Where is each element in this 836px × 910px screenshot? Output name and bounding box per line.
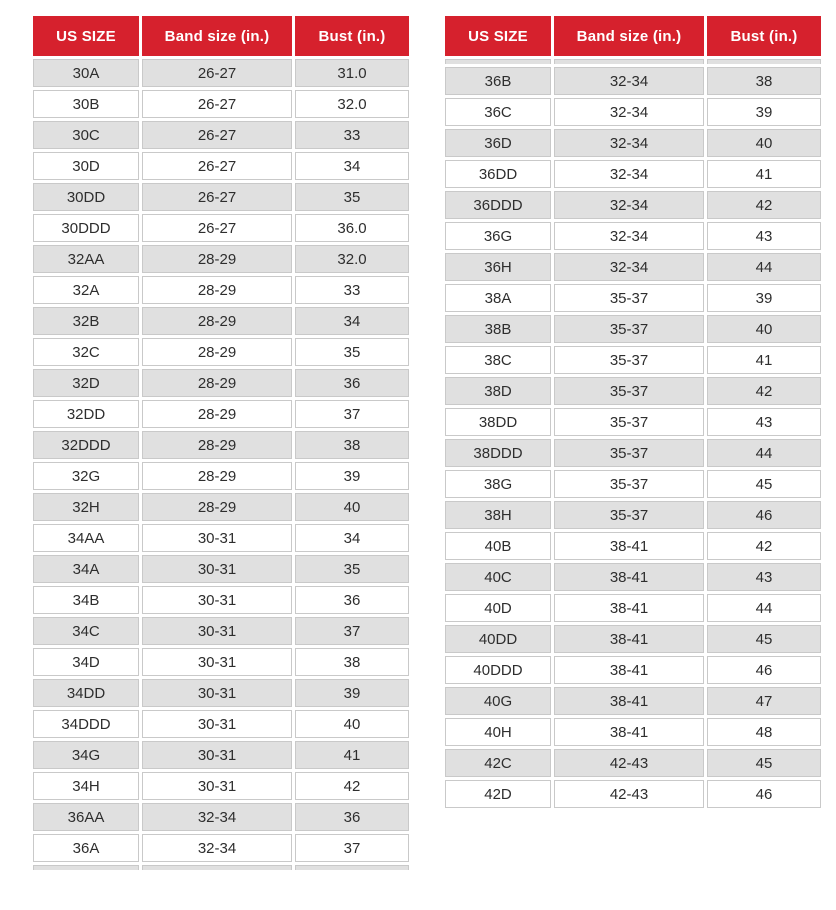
band-size-cell: 30-31 <box>142 710 292 738</box>
table-row <box>445 718 821 746</box>
bust-cell: 35 <box>295 338 409 366</box>
table-row <box>33 493 409 521</box>
us-size-cell: 36AA <box>33 803 139 831</box>
bust-cell: 40 <box>707 315 821 343</box>
table-row <box>33 214 409 242</box>
table-row <box>33 710 409 738</box>
us-size-cell: 32AA <box>33 245 139 273</box>
band-size-cell: 38-41 <box>554 718 704 746</box>
bra-size-table-right <box>442 13 824 811</box>
bust-cell: 44 <box>707 594 821 622</box>
bust-cell: 47 <box>707 687 821 715</box>
table-row <box>33 90 409 118</box>
us-size-cell: 34DDD <box>33 710 139 738</box>
us-size-cell: 38DDD <box>445 439 551 467</box>
table-row <box>33 772 409 800</box>
us-size-cell: 36G <box>445 222 551 250</box>
table-row <box>33 307 409 335</box>
table-row <box>445 439 821 467</box>
band-size-cell: 32-34 <box>554 191 704 219</box>
bust-cell: 41 <box>707 346 821 374</box>
band-size-cell: 35-37 <box>554 501 704 529</box>
table-row <box>445 532 821 560</box>
us-size-cell: 36DDD <box>445 191 551 219</box>
bust-cell: 34 <box>295 152 409 180</box>
bust-cell: 43 <box>707 563 821 591</box>
table-row <box>33 183 409 211</box>
column-header-band-size: Band size (in.) <box>142 16 292 56</box>
band-size-cell: 35-37 <box>554 284 704 312</box>
us-size-cell: 38H <box>445 501 551 529</box>
us-size-cell: 30B <box>33 90 139 118</box>
band-size-cell: 32-34 <box>554 253 704 281</box>
clipped-partial-cell <box>707 59 821 64</box>
bust-cell: 39 <box>295 462 409 490</box>
table-row <box>33 338 409 366</box>
us-size-cell: 32B <box>33 307 139 335</box>
column-header-us-size: US SIZE <box>33 16 139 56</box>
bust-cell: 37 <box>295 400 409 428</box>
table-row <box>445 346 821 374</box>
table-row <box>445 284 821 312</box>
band-size-cell: 28-29 <box>142 400 292 428</box>
bust-cell: 33 <box>295 121 409 149</box>
bust-cell: 39 <box>707 284 821 312</box>
us-size-cell: 38G <box>445 470 551 498</box>
band-size-cell: 30-31 <box>142 586 292 614</box>
us-size-cell: 42C <box>445 749 551 777</box>
bust-cell: 35 <box>295 183 409 211</box>
us-size-cell: 36D <box>445 129 551 157</box>
us-size-cell: 30A <box>33 59 139 87</box>
band-size-cell: 30-31 <box>142 555 292 583</box>
us-size-cell: 32D <box>33 369 139 397</box>
table-row <box>445 780 821 808</box>
table-row <box>33 741 409 769</box>
us-size-cell: 34D <box>33 648 139 676</box>
band-size-cell: 30-31 <box>142 648 292 676</box>
us-size-cell: 36C <box>445 98 551 126</box>
table-row <box>33 834 409 862</box>
table-row <box>33 803 409 831</box>
us-size-cell: 42D <box>445 780 551 808</box>
band-size-cell: 35-37 <box>554 315 704 343</box>
band-size-cell: 38-41 <box>554 563 704 591</box>
bust-cell: 42 <box>707 191 821 219</box>
band-size-cell: 30-31 <box>142 679 292 707</box>
band-size-cell: 38-41 <box>554 625 704 653</box>
band-size-cell: 32-34 <box>142 803 292 831</box>
bust-cell: 39 <box>707 98 821 126</box>
bust-cell: 44 <box>707 253 821 281</box>
table-row <box>445 656 821 684</box>
bust-cell: 36 <box>295 369 409 397</box>
clipped-partial-cell <box>142 865 292 870</box>
band-size-cell: 30-31 <box>142 741 292 769</box>
us-size-cell: 38DD <box>445 408 551 436</box>
band-size-cell: 32-34 <box>554 222 704 250</box>
bust-cell: 33 <box>295 276 409 304</box>
band-size-cell: 32-34 <box>554 129 704 157</box>
us-size-cell: 40B <box>445 532 551 560</box>
table-row <box>445 470 821 498</box>
bust-cell: 42 <box>707 377 821 405</box>
table-row <box>445 98 821 126</box>
bust-cell: 48 <box>707 718 821 746</box>
table-row <box>33 369 409 397</box>
band-size-cell: 32-34 <box>554 160 704 188</box>
bust-cell: 39 <box>295 679 409 707</box>
band-size-cell: 30-31 <box>142 617 292 645</box>
column-header-band-size: Band size (in.) <box>554 16 704 56</box>
table-row <box>33 276 409 304</box>
table-row <box>445 625 821 653</box>
table-row <box>445 222 821 250</box>
table-row <box>33 586 409 614</box>
us-size-cell: 34G <box>33 741 139 769</box>
table-row <box>445 408 821 436</box>
bust-cell: 38 <box>295 648 409 676</box>
band-size-cell: 32-34 <box>554 67 704 95</box>
table-row <box>33 617 409 645</box>
bust-cell: 38 <box>295 431 409 459</box>
band-size-cell: 28-29 <box>142 431 292 459</box>
table-row <box>33 555 409 583</box>
band-size-cell: 42-43 <box>554 780 704 808</box>
table-row <box>445 191 821 219</box>
band-size-cell: 28-29 <box>142 276 292 304</box>
clipped-partial-cell <box>445 59 551 64</box>
band-size-cell: 30-31 <box>142 524 292 552</box>
us-size-cell: 36B <box>445 67 551 95</box>
bra-size-table-left <box>30 13 412 873</box>
table-row <box>445 594 821 622</box>
band-size-cell: 35-37 <box>554 377 704 405</box>
table-row <box>445 67 821 95</box>
us-size-cell: 38D <box>445 377 551 405</box>
us-size-cell: 32DD <box>33 400 139 428</box>
band-size-cell: 26-27 <box>142 121 292 149</box>
us-size-cell: 34C <box>33 617 139 645</box>
bust-cell: 37 <box>295 834 409 862</box>
bust-cell: 36.0 <box>295 214 409 242</box>
clipped-partial-row <box>33 865 409 870</box>
header-row <box>445 16 821 56</box>
bust-cell: 41 <box>295 741 409 769</box>
us-size-cell: 40D <box>445 594 551 622</box>
column-header-us-size: US SIZE <box>445 16 551 56</box>
band-size-cell: 35-37 <box>554 346 704 374</box>
band-size-cell: 28-29 <box>142 245 292 273</box>
us-size-cell: 34DD <box>33 679 139 707</box>
band-size-cell: 32-34 <box>142 834 292 862</box>
band-size-cell: 35-37 <box>554 439 704 467</box>
band-size-cell: 26-27 <box>142 90 292 118</box>
table-row <box>445 377 821 405</box>
table-row <box>33 462 409 490</box>
us-size-cell: 36A <box>33 834 139 862</box>
us-size-cell: 38B <box>445 315 551 343</box>
table-row <box>33 245 409 273</box>
us-size-cell: 32G <box>33 462 139 490</box>
clipped-partial-cell <box>33 865 139 870</box>
clipped-partial-cell <box>295 865 409 870</box>
band-size-cell: 30-31 <box>142 772 292 800</box>
band-size-cell: 32-34 <box>554 98 704 126</box>
us-size-cell: 38A <box>445 284 551 312</box>
bust-cell: 44 <box>707 439 821 467</box>
bust-cell: 45 <box>707 749 821 777</box>
table-row <box>445 160 821 188</box>
us-size-cell: 32DDD <box>33 431 139 459</box>
bust-cell: 45 <box>707 470 821 498</box>
us-size-cell: 30D <box>33 152 139 180</box>
band-size-cell: 42-43 <box>554 749 704 777</box>
us-size-cell: 32A <box>33 276 139 304</box>
us-size-cell: 32H <box>33 493 139 521</box>
table-row <box>33 431 409 459</box>
clipped-partial-cell <box>554 59 704 64</box>
band-size-cell: 26-27 <box>142 152 292 180</box>
us-size-cell: 30DD <box>33 183 139 211</box>
band-size-cell: 26-27 <box>142 214 292 242</box>
table-row <box>445 253 821 281</box>
bust-cell: 42 <box>295 772 409 800</box>
us-size-cell: 40DDD <box>445 656 551 684</box>
bust-cell: 32.0 <box>295 90 409 118</box>
table-row <box>445 501 821 529</box>
bust-cell: 40 <box>707 129 821 157</box>
bust-cell: 43 <box>707 222 821 250</box>
us-size-cell: 34B <box>33 586 139 614</box>
table-row <box>445 563 821 591</box>
band-size-cell: 28-29 <box>142 369 292 397</box>
table-row <box>445 315 821 343</box>
bust-cell: 40 <box>295 710 409 738</box>
bust-cell: 35 <box>295 555 409 583</box>
bust-cell: 37 <box>295 617 409 645</box>
table-row <box>33 152 409 180</box>
bust-cell: 36 <box>295 803 409 831</box>
bust-cell: 45 <box>707 625 821 653</box>
bust-cell: 34 <box>295 307 409 335</box>
us-size-cell: 40H <box>445 718 551 746</box>
bust-cell: 42 <box>707 532 821 560</box>
band-size-cell: 38-41 <box>554 594 704 622</box>
band-size-cell: 38-41 <box>554 656 704 684</box>
header-row <box>33 16 409 56</box>
table-row <box>33 400 409 428</box>
us-size-cell: 30C <box>33 121 139 149</box>
band-size-cell: 28-29 <box>142 307 292 335</box>
band-size-cell: 26-27 <box>142 183 292 211</box>
band-size-cell: 28-29 <box>142 338 292 366</box>
us-size-cell: 30DDD <box>33 214 139 242</box>
band-size-cell: 28-29 <box>142 462 292 490</box>
column-header-bust: Bust (in.) <box>707 16 821 56</box>
table-row <box>33 59 409 87</box>
us-size-cell: 34A <box>33 555 139 583</box>
table-row <box>33 524 409 552</box>
table-row <box>33 679 409 707</box>
band-size-cell: 26-27 <box>142 59 292 87</box>
us-size-cell: 38C <box>445 346 551 374</box>
band-size-cell: 28-29 <box>142 493 292 521</box>
us-size-cell: 32C <box>33 338 139 366</box>
table-row <box>445 129 821 157</box>
table-row <box>33 648 409 676</box>
bust-cell: 32.0 <box>295 245 409 273</box>
band-size-cell: 35-37 <box>554 408 704 436</box>
bust-cell: 46 <box>707 501 821 529</box>
us-size-cell: 36DD <box>445 160 551 188</box>
us-size-cell: 34H <box>33 772 139 800</box>
table-row <box>445 687 821 715</box>
band-size-cell: 38-41 <box>554 532 704 560</box>
us-size-cell: 40G <box>445 687 551 715</box>
table-row <box>33 121 409 149</box>
bust-cell: 38 <box>707 67 821 95</box>
bust-cell: 41 <box>707 160 821 188</box>
us-size-cell: 40C <box>445 563 551 591</box>
bust-cell: 46 <box>707 656 821 684</box>
clipped-partial-row <box>445 59 821 64</box>
table-row <box>445 749 821 777</box>
us-size-cell: 36H <box>445 253 551 281</box>
us-size-cell: 40DD <box>445 625 551 653</box>
bust-cell: 40 <box>295 493 409 521</box>
bust-cell: 46 <box>707 780 821 808</box>
bust-cell: 34 <box>295 524 409 552</box>
band-size-cell: 35-37 <box>554 470 704 498</box>
bust-cell: 36 <box>295 586 409 614</box>
us-size-cell: 34AA <box>33 524 139 552</box>
band-size-cell: 38-41 <box>554 687 704 715</box>
bust-cell: 31.0 <box>295 59 409 87</box>
column-header-bust: Bust (in.) <box>295 16 409 56</box>
bust-cell: 43 <box>707 408 821 436</box>
